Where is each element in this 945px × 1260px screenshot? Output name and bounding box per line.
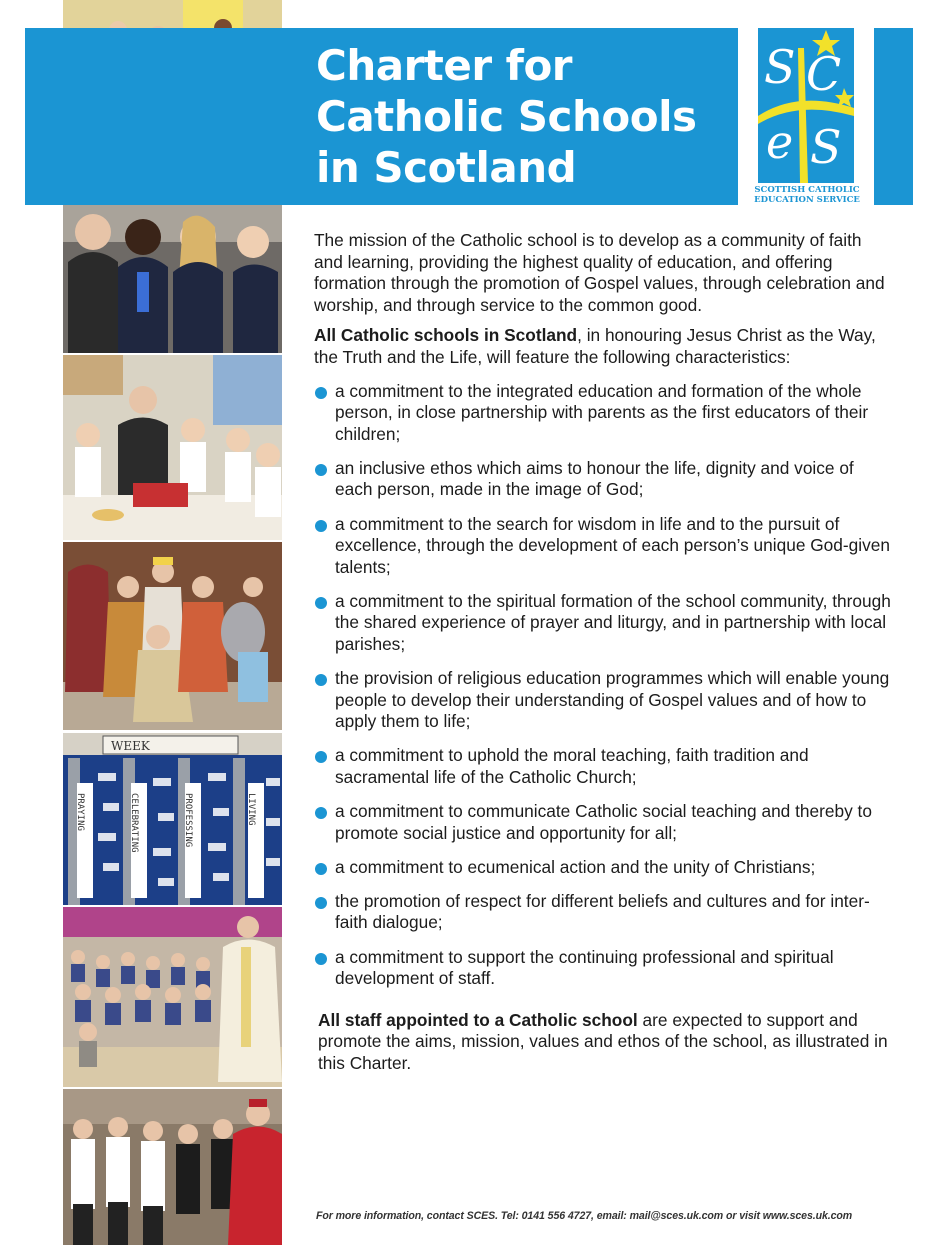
nativity-play-photo (63, 542, 282, 730)
bullet-icon (315, 520, 327, 532)
bullet-icon (315, 953, 327, 965)
bullet-icon (315, 751, 327, 763)
logo-mark (758, 28, 854, 183)
banner-celebrating: CELEBRATING (129, 793, 139, 853)
girls-in-uniform-photo (63, 202, 282, 353)
sces-logo (738, 28, 874, 205)
list-item (314, 514, 894, 579)
list-item-text: the promotion of respect for different beliefs and cultures and for inter-faith dialogue; (335, 890, 870, 933)
logo-caption (748, 185, 866, 205)
bullet-icon (315, 387, 327, 399)
bishop-students-photo (63, 1089, 282, 1245)
closing-paragraph (314, 1010, 894, 1075)
logo-letter-c: C (806, 47, 842, 101)
assembly-priest-photo (63, 907, 282, 1087)
list-item-text: the provision of religious education programmes which will enable young people to develop their understanding of Gospel values and of how to apply them to life; (335, 668, 890, 732)
bullet-icon (315, 807, 327, 819)
closing-bold-text: All staff appointed to a Catholic school (318, 1009, 638, 1030)
contact-footer: For more information, contact SCES. Tel: 0141 556 4727, email: mail@sces.uk.com or visit www.sces.uk.com (316, 1210, 853, 1222)
logo-letter-s1: S (764, 40, 796, 94)
list-item (314, 668, 894, 733)
page-title (316, 40, 736, 193)
logo-caption-line-1: SCOTTISH CATHOLIC (754, 185, 860, 195)
list-item (314, 801, 894, 844)
list-item-text: an inclusive ethos which aims to honour the life, dignity and voice of each person, made in the image of God; (335, 457, 854, 500)
list-item (314, 745, 894, 788)
intro-paragraph (314, 325, 894, 368)
week-display-photo (63, 733, 282, 905)
list-item (314, 891, 894, 934)
list-item-text: a commitment to the search for wisdom in life and to the pursuit of excellence, through the development of each person’s unique God-given talents; (335, 513, 890, 577)
bullet-icon (315, 674, 327, 686)
banner-living: LIVING (246, 793, 256, 826)
list-item-text: a commitment to communicate Catholic social teaching and thereby to promote social justice and opportunity for all; (335, 801, 872, 843)
title-line-1: Charter for (316, 41, 573, 90)
intro-bold-text: All Catholic schools in Scotland (314, 325, 578, 346)
characteristics-list (314, 381, 894, 990)
list-item (314, 591, 894, 656)
list-item-text: a commitment to support the continuing professional and spiritual development of staff. (335, 946, 834, 989)
banner-professing: PROFESSING (183, 793, 193, 848)
list-item-text: a commitment to the integrated education and formation of the whole person, in close partnership with parents as the first educators of their children; (335, 380, 869, 444)
bullet-icon (315, 863, 327, 875)
mission-statement: The mission of the Catholic school is to develop as a community of faith and learning, providing the highest quality of education, and offering formation through the promotion of Gospel values, through celebration and worship, and through service to the common good. (314, 230, 885, 315)
title-line-2: Catholic Schools (316, 92, 697, 141)
logo-caption-line-2: EDUCATION SERVICE (754, 195, 860, 205)
logo-letter-s2: S (810, 120, 842, 174)
list-item (314, 458, 894, 501)
week-banner-text: WEEK (111, 739, 150, 753)
charter-body (314, 230, 894, 1084)
list-item (314, 381, 894, 446)
list-item (314, 947, 894, 990)
banner-praying: PRAYING (75, 793, 85, 831)
bullet-icon (315, 464, 327, 476)
list-item-text: a commitment to uphold the moral teaching, faith tradition and sacramental life of the Catholic Church; (335, 745, 809, 787)
list-item-text: a commitment to the spiritual formation of the school community, through the shared experience of prayer and liturgy, and in partnership with local parishes; (335, 590, 891, 654)
intro-rest-text: , in honouring Jesus Christ as the Way, the Truth and the Life, will feature the following characteristics: (314, 325, 876, 367)
closing-rest-text: are expected to support and promote the aims, mission, values and ethos of the school, as illustrated in this Charter. (318, 1009, 888, 1073)
bullet-icon (315, 597, 327, 609)
list-item (314, 857, 894, 879)
title-line-3: in Scotland (316, 143, 577, 192)
list-item-text: a commitment to ecumenical action and the unity of Christians; (335, 856, 816, 877)
logo-letter-e: e (766, 115, 794, 169)
bullet-icon (315, 897, 327, 909)
bishop-cake-cutting-photo (63, 355, 282, 540)
